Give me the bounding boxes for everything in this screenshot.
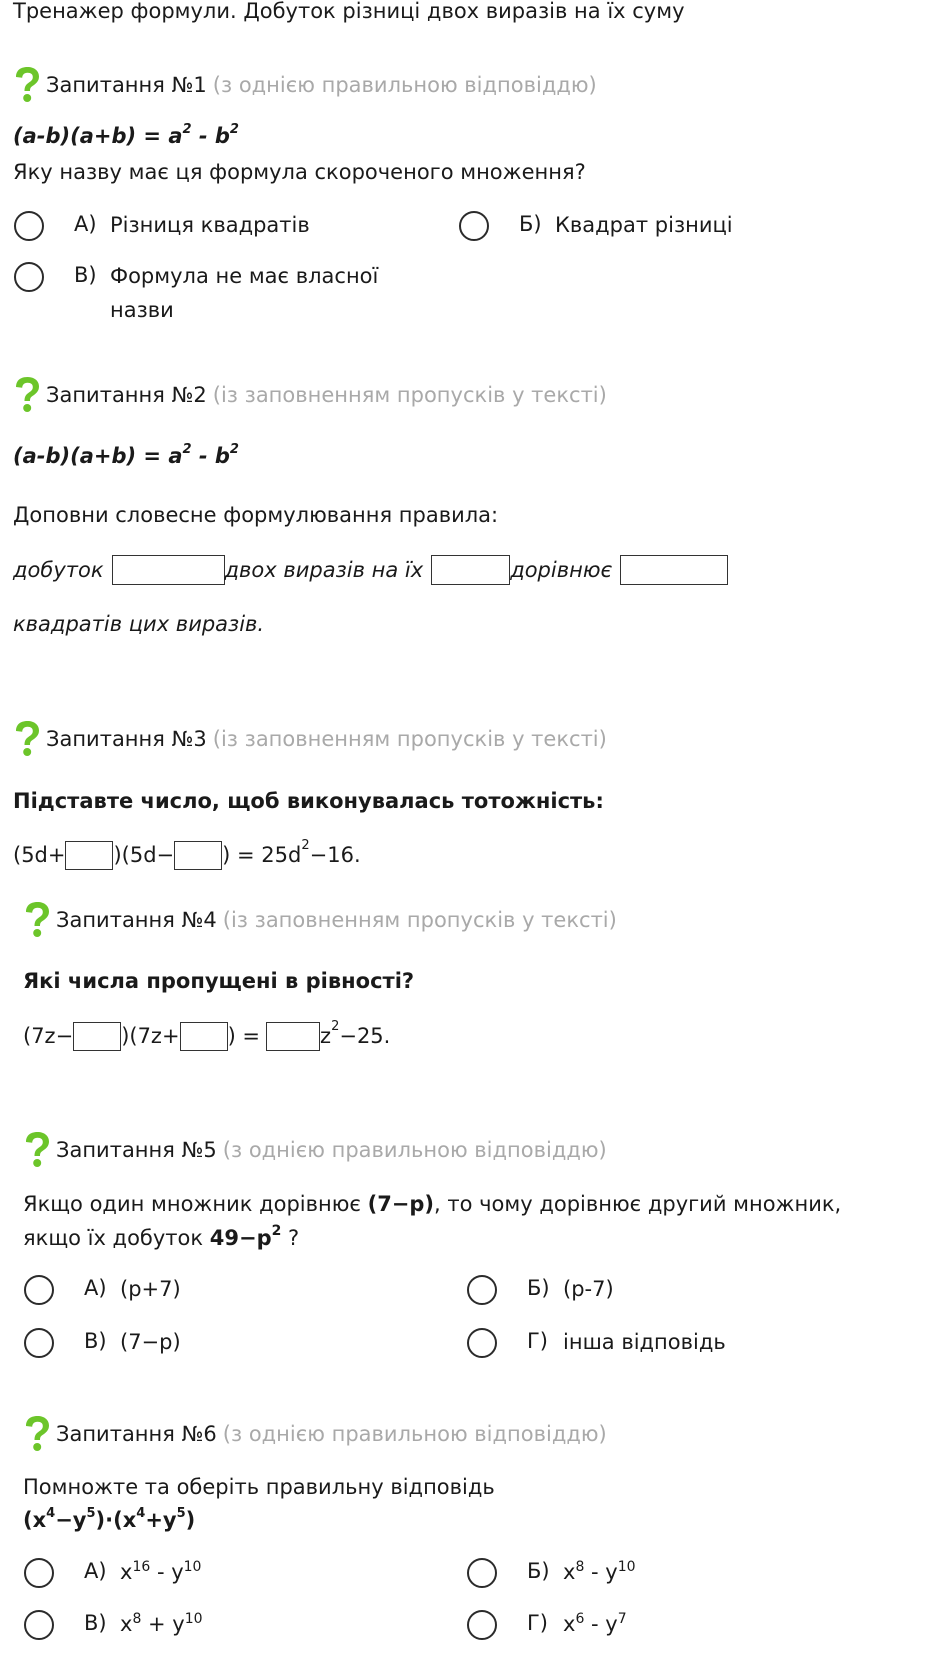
question-4-header — [22, 901, 617, 939]
q6-option-a[interactable] — [24, 1558, 201, 1589]
question-mark-icon — [22, 901, 52, 939]
question-1-header — [12, 66, 597, 104]
q6-option-c[interactable] — [24, 1610, 203, 1641]
question-2-text: Доповни словесне формулювання правила: — [13, 503, 499, 527]
option-letter: А) — [84, 1276, 107, 1300]
option-text: $x^8 - y^{10}$ — [563, 1559, 636, 1584]
question-3-header — [12, 720, 607, 758]
question-6-header — [22, 1415, 607, 1453]
radio-button[interactable] — [24, 1610, 54, 1640]
blank-input-1[interactable] — [73, 1022, 121, 1051]
radio-button[interactable] — [24, 1558, 54, 1588]
question-4-label: Запитання №4 — [56, 908, 217, 932]
question-4-type: (із заповненням пропусків у тексті) — [222, 908, 617, 932]
option-letter: В) — [84, 1611, 107, 1635]
question-3-label: Запитання №3 — [46, 727, 207, 751]
radio-button[interactable] — [467, 1558, 497, 1588]
radio-button[interactable] — [467, 1328, 497, 1358]
question-6-text: Помножте та оберіть правильну відповідь — [23, 1475, 495, 1499]
question-5-text-line2: якщо їх добуток $49-p^2$ ? — [23, 1223, 300, 1250]
option-letter: Б) — [527, 1559, 550, 1583]
radio-button[interactable] — [14, 211, 44, 241]
radio-button[interactable] — [467, 1610, 497, 1640]
question-4-text: Які числа пропущені в рівності? — [23, 969, 415, 993]
question-4-equation: (7z− )(7z+ ) = z $^2$ −25. — [23, 1019, 390, 1053]
blank-input-2[interactable] — [180, 1022, 228, 1051]
q5-option-b[interactable] — [467, 1275, 614, 1306]
q5-option-c[interactable] — [24, 1328, 181, 1359]
option-letter: А) — [84, 1559, 107, 1583]
question-1-formula: $(a-b)(a+b) = a^2 - b^2$ — [13, 122, 239, 148]
question-mark-icon — [12, 720, 42, 758]
question-6-label: Запитання №6 — [56, 1422, 217, 1446]
q1-option-c[interactable] — [14, 262, 378, 327]
question-2-header — [12, 376, 607, 414]
option-text: $x^8 + y^{10}$ — [120, 1611, 203, 1636]
question-2-sentence-end: квадратів цих виразів. — [13, 612, 265, 636]
question-5-text-line1: Якщо один множник дорівнює (7−p), то чому дорівнює другий множник, — [23, 1192, 842, 1216]
question-2-sentence: добуток двох виразів на їх дорівнює — [13, 553, 728, 587]
question-2-formula: $(a-b)(a+b) = a^2 - b^2$ — [13, 442, 239, 468]
option-text: Формула не має власної назви — [110, 264, 379, 322]
q6-option-b[interactable] — [467, 1558, 636, 1589]
option-text: $x^6 - y^7$ — [563, 1611, 627, 1636]
option-letter: А) — [74, 212, 97, 236]
blank-input-2[interactable] — [431, 555, 510, 585]
q5-option-a[interactable] — [24, 1275, 181, 1306]
q5-option-d[interactable] — [467, 1328, 726, 1359]
question-5-header — [22, 1131, 607, 1169]
blank-input-3[interactable] — [266, 1022, 320, 1051]
question-3-type: (із заповненням пропусків у тексті) — [212, 727, 607, 751]
radio-button[interactable] — [14, 262, 44, 292]
question-1-text: Яку назву має ця формула скороченого множення? — [13, 160, 586, 184]
question-1-type: (з однією правильною відповіддю) — [212, 73, 597, 97]
question-5-type: (з однією правильною відповіддю) — [222, 1138, 607, 1162]
radio-button[interactable] — [24, 1328, 54, 1358]
question-2-label: Запитання №2 — [46, 383, 207, 407]
q1-option-b[interactable] — [459, 211, 733, 242]
page-title: Тренажер формули. Добуток різниці двох виразів на їх суму — [13, 0, 685, 23]
option-letter: Б) — [527, 1276, 550, 1300]
question-mark-icon — [12, 66, 42, 104]
blank-input-1[interactable] — [65, 841, 113, 870]
radio-button[interactable] — [24, 1275, 54, 1305]
question-3-text: Підставте число, щоб виконувалась тотожність: — [13, 789, 604, 813]
blank-input-3[interactable] — [620, 555, 728, 585]
option-text: інша відповідь — [563, 1330, 726, 1354]
option-letter: В) — [74, 263, 97, 287]
option-letter: В) — [84, 1329, 107, 1353]
blank-input-2[interactable] — [174, 841, 222, 870]
option-letter: Г) — [527, 1329, 548, 1353]
question-5-label: Запитання №5 — [56, 1138, 217, 1162]
question-3-equation: (5d+ )(5d− ) = 25d $^2$ −16. — [13, 838, 361, 872]
q1-option-a[interactable] — [14, 211, 310, 242]
q6-option-d[interactable] — [467, 1610, 627, 1641]
blank-input-1[interactable] — [112, 555, 225, 585]
option-letter: Б) — [519, 212, 542, 236]
question-6-expression: $(x^4-y^5)\cdot(x^4+y^5)$ — [23, 1506, 196, 1532]
option-text: Різниця квадратів — [110, 213, 310, 237]
question-1-label: Запитання №1 — [46, 73, 207, 97]
option-text: (p-7) — [563, 1277, 614, 1301]
question-6-type: (з однією правильною відповіддю) — [222, 1422, 607, 1446]
option-text: (7−p) — [120, 1330, 181, 1354]
option-text: $x^{16} - y^{10}$ — [120, 1559, 202, 1584]
option-text: (p+7) — [120, 1277, 181, 1301]
question-mark-icon — [22, 1415, 52, 1453]
option-text: Квадрат різниці — [555, 213, 733, 237]
radio-button[interactable] — [459, 211, 489, 241]
question-2-type: (із заповненням пропусків у тексті) — [212, 383, 607, 407]
option-letter: Г) — [527, 1611, 548, 1635]
question-mark-icon — [12, 376, 42, 414]
question-mark-icon — [22, 1131, 52, 1169]
radio-button[interactable] — [467, 1275, 497, 1305]
